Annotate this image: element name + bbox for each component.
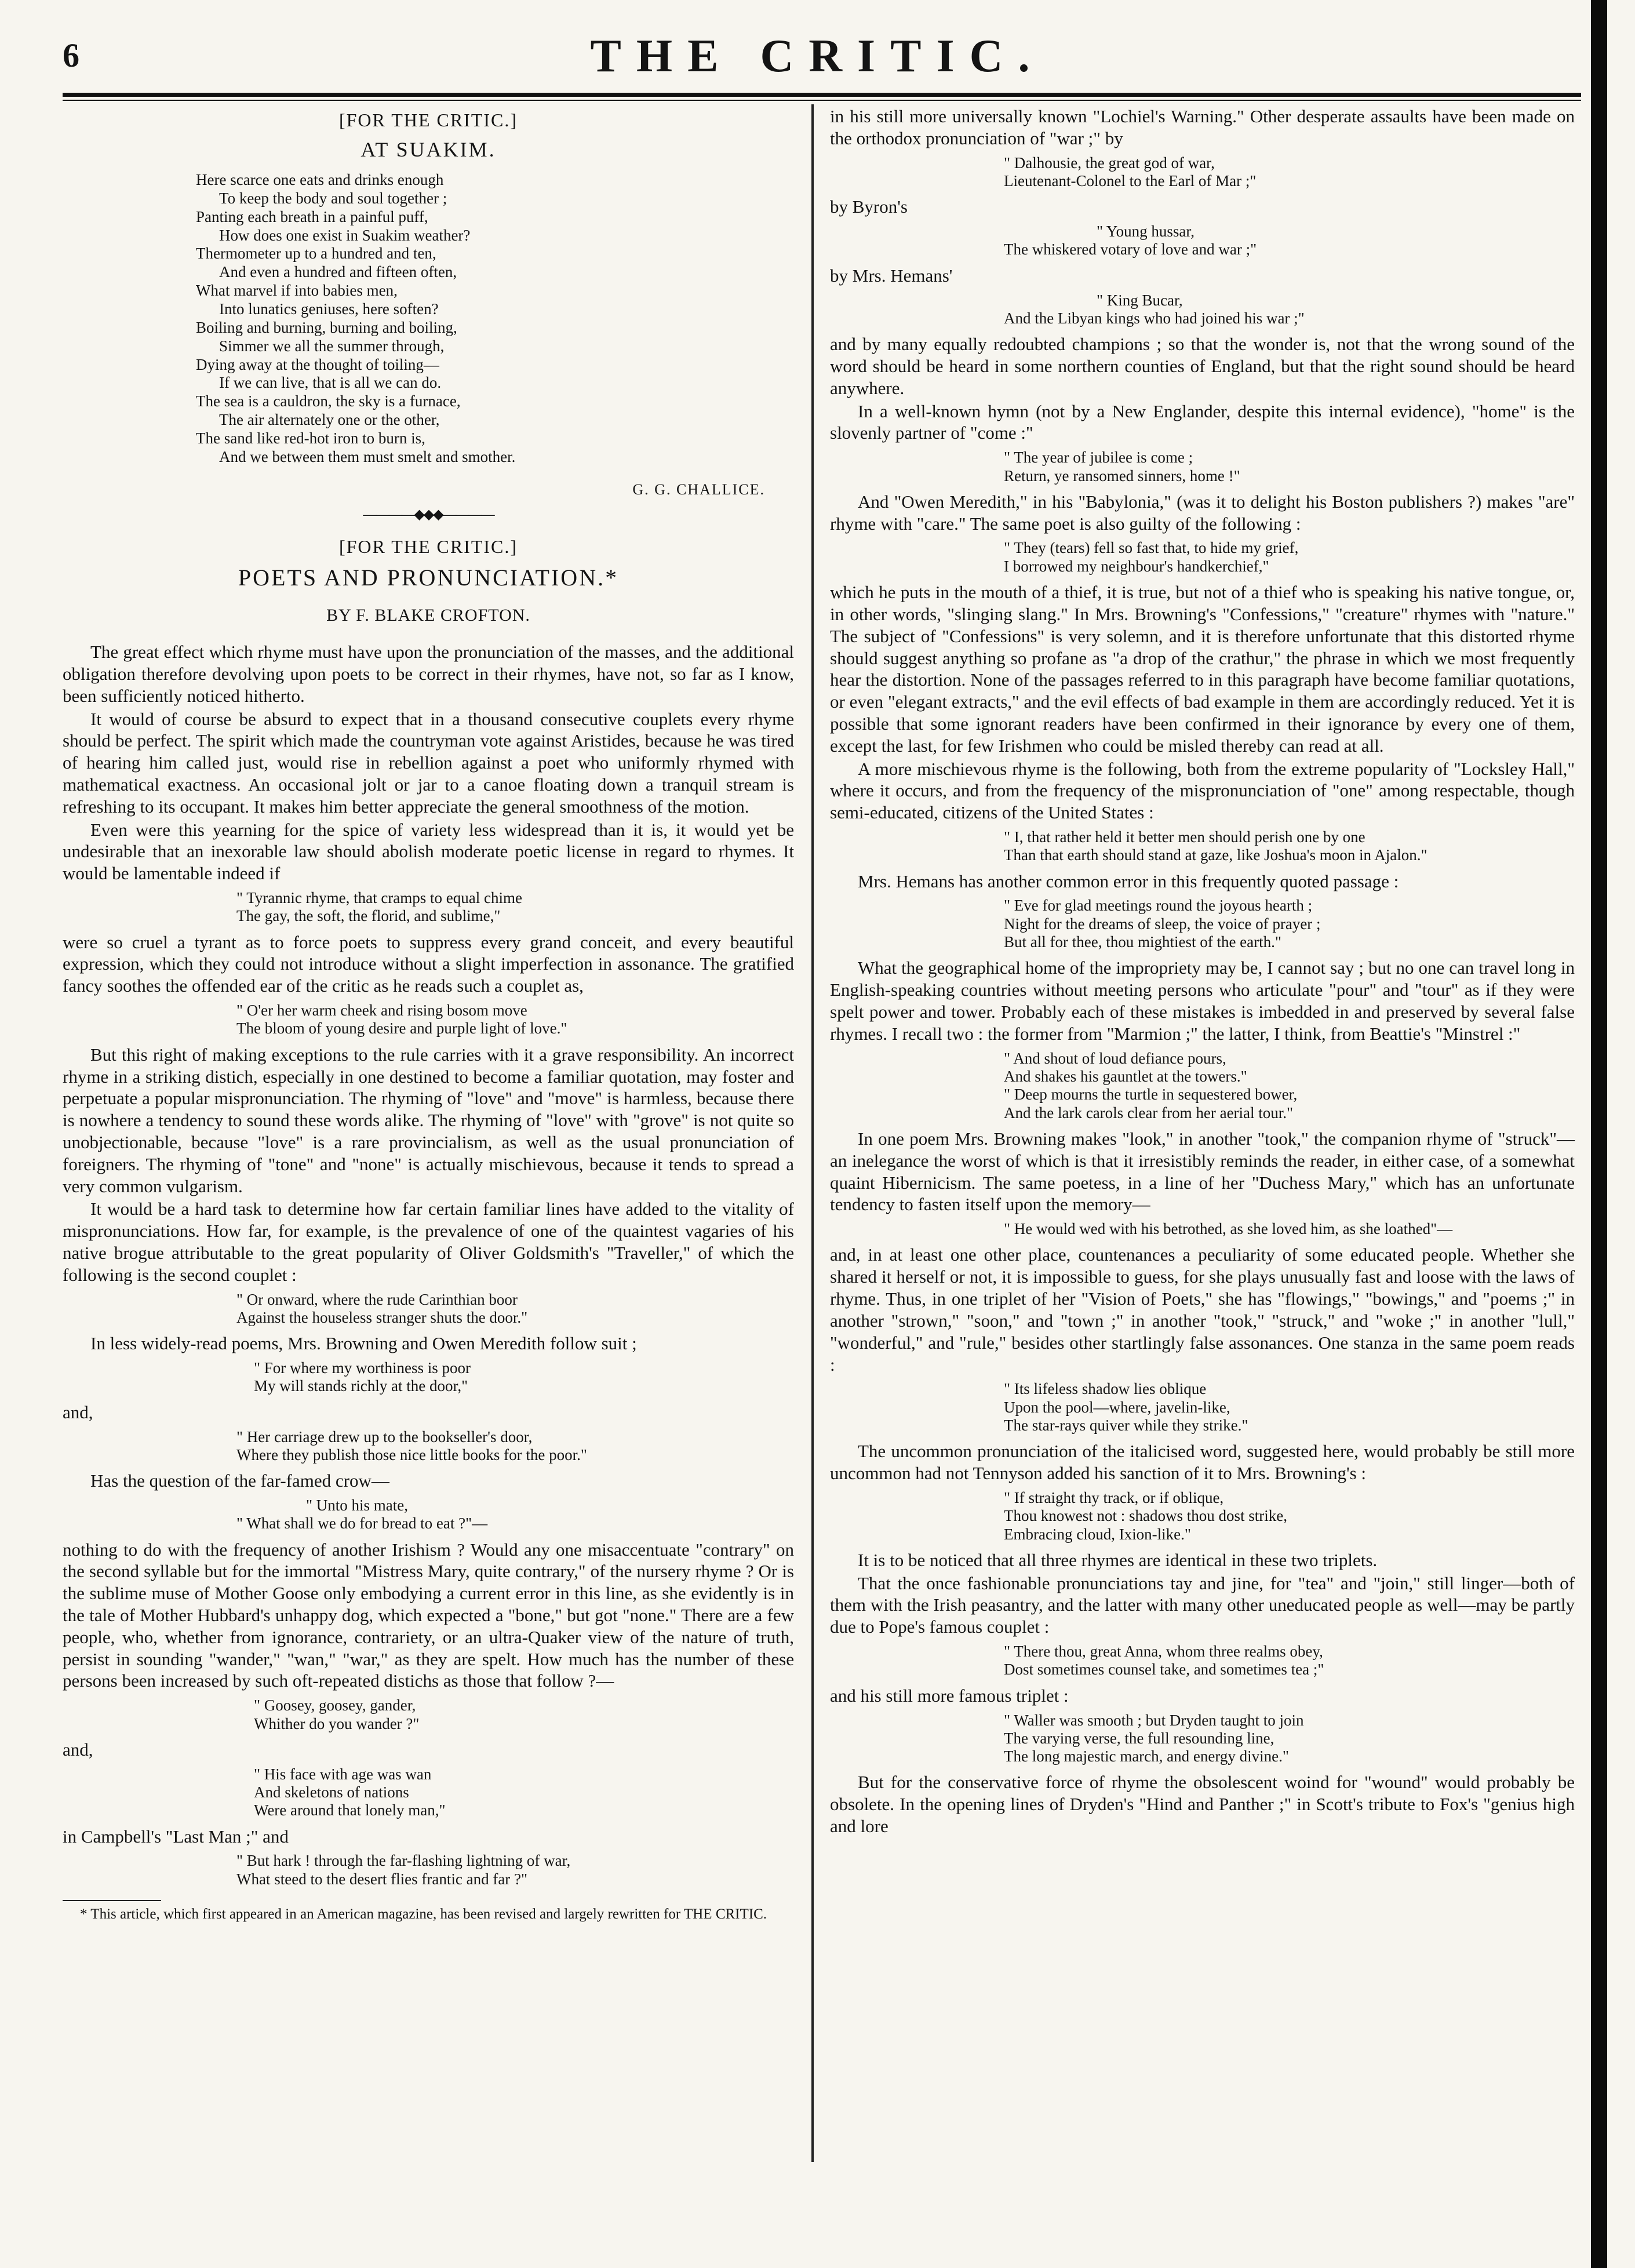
header-rule-thick: [63, 93, 1581, 97]
quotation-line: " I, that rather held it better men should perish one by one: [1004, 828, 1365, 846]
quotation-line: " Deep mourns the turtle in sequestered bower,: [1004, 1086, 1298, 1104]
quotation-line: Embracing cloud, Ixion-like.": [1004, 1525, 1191, 1543]
verse-quotation: [830, 897, 1575, 951]
paragraph: which he puts in the mouth of a thief, it is true, but not of a thief who is speaking his native tongue, or, in other words, "slinging slang." In Mrs. Browning's "Confessions," "creature" rhymes with "nature." The subject of "Confessions" is very solemn, and it is therefore unfortunate that this distorted rhyme should suggest anything so profane as "a drop of the crathur," the phrase in which we most frequently hear the distortion. None of the passages referred to in this paragraph have become familiar quotations, or even "elegant extracts," and the evil effects of bad example in them are accordingly reduced. Yet it is possible that some ignorant readers have been confirmed in their ignorance by every one of them, except the last, for few Irishmen who could be misled thereby can read at all.: [830, 582, 1575, 756]
poem-line: Thermometer up to a hundred and ten,: [196, 245, 436, 263]
quotation-line: " For where my worthiness is poor: [254, 1359, 471, 1377]
paragraph: That the once fashionable pronunciations tay and jine, for "tea" and "join," still linger—both of them with the Irish peasantry, and the latter with many other uneducated people as well—may be partly due to Pope's famous couplet :: [830, 1572, 1575, 1637]
paragraph: Mrs. Hemans has another common error in this frequently quoted passage :: [858, 871, 1399, 891]
article-title: POETS AND PRONUNCIATION.*: [238, 564, 619, 591]
quotation-line: Than that earth should stand at gaze, like Joshua's moon in Ajalon.": [1004, 846, 1428, 864]
column-divider: [811, 104, 814, 2162]
quotation-line: What steed to the desert flies frantic and far ?": [236, 1870, 528, 1888]
quotation-line: Lieutenant-Colonel to the Earl of Mar ;": [1004, 172, 1257, 190]
verse-quotation: [63, 1428, 794, 1465]
paragraph: in his still more universally known "Lochiel's Warning." Other desperate assaults have been made on the orthodox pronunciation of "war ;" by: [830, 106, 1575, 148]
article-section-heading: [FOR THE CRITIC.]: [338, 536, 518, 557]
verse-quotation: [830, 1380, 1575, 1435]
quotation-line: And the lark carols clear from her aerial tour.": [1004, 1104, 1294, 1122]
poem-line: Simmer we all the summer through,: [219, 337, 445, 355]
quotation-line: Whither do you wander ?": [254, 1714, 420, 1732]
poem-lines: [63, 171, 794, 467]
paragraph: and his still more famous triplet :: [830, 1685, 1069, 1706]
paragraph: were so cruel a tyrant as to force poets to suppress every grand conceit, and every beautiful expression, which they could not introduce without a slight imperfection in assonance. The gratified fancy soothes the offended ear of the critic as he reads such a couplet as,: [63, 931, 794, 996]
quotation-line: And skeletons of nations: [254, 1783, 409, 1801]
right-column: [830, 105, 1575, 1839]
verse-quotation: [63, 1359, 794, 1396]
paragraph: But for the conservative force of rhyme the obsolescent woind for "wound" would probably be obsolete. In the opening lines of Dryden's "Hind and Panther ;" in Scott's tribute to Fox's "genius high and lore: [830, 1772, 1575, 1837]
quotation-line: " Unto his mate,: [306, 1496, 409, 1514]
quotation-line: " Tyrannic rhyme, that cramps to equal chime: [236, 889, 522, 907]
poem-line: Dying away at the thought of toiling—: [196, 355, 439, 373]
verse-quotation: [63, 1002, 794, 1038]
page-edge-bar: [1591, 0, 1607, 2268]
verse-quotation: [830, 1050, 1575, 1122]
quotation-line: " Young hussar,: [1097, 223, 1195, 241]
paragraph: by Mrs. Hemans': [830, 265, 953, 286]
footnote-rule: [63, 1900, 161, 1901]
verse-quotation: [830, 1489, 1575, 1543]
paragraph: But this right of making exceptions to the rule carries with it a grave responsibility. An incorrect rhyme in a striking distich, especially in one destined to become a familiar quotation, may foster and perpetuate a popular mispronunciation. The rhyming of "love" and "move" is harmless, because there is nowhere a tendency to sound these words alike. The rhyming of "love" with "grove" is not quite so unobjectionable, because "love" is a rare provincialism, as well as the usual pronunciation of foreigners. The rhyming of "tone" and "none" is actually mischievous, because it tends to spread a very common vulgarism.: [63, 1044, 794, 1196]
verse-quotation: [830, 292, 1575, 328]
quotation-line: Return, ye ransomed sinners, home !": [1004, 467, 1240, 485]
quotation-line: Were around that lonely man,": [254, 1801, 446, 1819]
paragraph: Has the question of the far-famed crow—: [90, 1470, 389, 1491]
poem-line: Boiling and burning, burning and boiling,: [196, 318, 457, 336]
paragraph: and,: [63, 1401, 93, 1422]
paragraph: It is to be noticed that all three rhymes are identical in these two triplets.: [858, 1549, 1378, 1570]
paragraph: What the geographical home of the impropriety may be, I cannot say ; but no one can travel long in English-speaking countries without meeting persons who articulate "pour" and "tour" as if they were spelt power and tower. Probably each of these mistakes is imbedded in and preserved by several false rhymes. I recall two : the former from "Marmion ;" the latter, I think, from Beattie's "Minstrel :": [830, 958, 1575, 1044]
verse-quotation: [830, 223, 1575, 259]
verse-quotation: [830, 539, 1575, 576]
page-number: 6: [63, 37, 79, 74]
quotation-line: " Dalhousie, the great god of war,: [1004, 154, 1215, 172]
quotation-line: " Her carriage drew up to the bookseller's door,: [236, 1428, 533, 1446]
paragraph: In one poem Mrs. Browning makes "look," in another "took," the companion rhyme of "struck"—an inelegance the worst of which is that it irresistibly reminds the reader, in either case, of a somewhat quaint Hibernicism. The same poetess, in a line of her "Duchess Mary," which has an unfortunate tendency to fasten itself upon the memory—: [830, 1128, 1575, 1215]
paragraph: Even were this yearning for the spice of variety less widespread than it is, it would yet be undesirable that an inexorable law should abolish moderate poetic license in regard to rhymes. It would be lamentable indeed if: [63, 819, 794, 884]
poem-line: Here scarce one eats and drinks enough: [196, 170, 444, 188]
quotation-line: " Waller was smooth ; but Dryden taught to join: [1004, 1711, 1304, 1729]
left-column: [63, 105, 794, 1923]
quotation-line: The star-rays quiver while they strike.": [1004, 1416, 1248, 1434]
section-ornament: ————◆◆◆————: [363, 507, 494, 523]
poem-line: Into lunatics geniuses, here soften?: [219, 300, 439, 318]
poem-line: And even a hundred and fifteen often,: [219, 263, 457, 281]
quotation-line: " The year of jubilee is come ;: [1004, 449, 1193, 467]
quotation-line: Against the houseless stranger shuts the door.": [236, 1308, 528, 1326]
poem-line: How does one exist in Suakim weather?: [219, 226, 471, 244]
quotation-line: " He would wed with his betrothed, as she loved him, as she loathed"—: [1004, 1220, 1453, 1238]
poem-line: The sand like red-hot iron to burn is,: [196, 429, 425, 447]
verse-quotation: [63, 1697, 794, 1733]
poem-line: What marvel if into babies men,: [196, 282, 398, 300]
footnote: * This article, which first appeared in an American magazine, has been revised and largely rewritten for THE CRITIC.: [80, 1906, 767, 1923]
quotation-line: I borrowed my neighbour's handkerchief,": [1004, 557, 1269, 575]
quotation-line: " Or onward, where the rude Carinthian boor: [236, 1290, 518, 1308]
quotation-line: But all for thee, thou mightiest of the earth.": [1004, 933, 1281, 951]
poem-line: To keep the body and soul together ;: [219, 189, 447, 207]
paragraph: The great effect which rhyme must have upon the pronunciation of the masses, and the additional obligation therefore devolving upon poets to be correct in their rhymes, have not, so far as I know, been sufficiently noticed hitherto.: [63, 642, 794, 706]
quotation-line: Night for the dreams of sleep, the voice of prayer ;: [1004, 915, 1321, 933]
quotation-line: Upon the pool—where, javelin-like,: [1004, 1398, 1230, 1416]
quotation-line: " King Bucar,: [1097, 291, 1183, 309]
quotation-line: " If straight thy track, or if oblique,: [1004, 1488, 1224, 1506]
paragraph: nothing to do with the frequency of another Irishism ? Would any one misaccentuate "contrary" on the second syllable but for the immortal "Mistress Mary, quite contrary," of the nursery rhyme ? Or is the sublime muse of Mother Goose only embodying a current error in this line, as she evidently is in the tale of Mother Hubbard's unhappy dog, which expected a "bone," but got "none." There are a few people, who, whether from ignorance, contrariety, or an ultra-Quaker view of the nature of truth, persist in sounding "wander," "wan," "war," as they are spelt. How much has the number of these persons been increased by such oft-repeated distichs as those that follow ?—: [63, 1539, 794, 1691]
paragraph: in Campbell's "Last Man ;" and: [63, 1826, 289, 1847]
verse-quotation: [830, 154, 1575, 191]
quotation-line: The long majestic march, and energy divine.": [1004, 1748, 1289, 1765]
paragraph: It would of course be absurd to expect that in a thousand consecutive couplets every rhyme should be perfect. The spirit which made the countryman vote against Aristides, because he was tired of hearing him called just, would rise in rebellion against a poet who uniformly rhymed with mathematical exactness. An occasional jolt or jar to a canoe floating down a tranquil stream is refreshing to its occupant. It makes him better appreciate the general smoothness of the motion.: [63, 708, 794, 817]
verse-quotation: [63, 889, 794, 926]
verse-quotation: [830, 828, 1575, 865]
quotation-line: The bloom of young desire and purple light of love.": [236, 1020, 567, 1037]
quotation-line: " O'er her warm cheek and rising bosom move: [236, 1002, 527, 1020]
quotation-line: " And shout of loud defiance pours,: [1004, 1049, 1226, 1067]
right-column-body: [830, 105, 1575, 1837]
poem-line: If we can live, that is all we can do.: [219, 374, 442, 392]
paragraph: The uncommon pronunciation of the italicised word, suggested here, would probably be still more uncommon had not Tennyson added his sanction of it to Mrs. Browning's :: [830, 1441, 1575, 1484]
quotation-line: Thou knowest not : shadows thou dost strike,: [1004, 1507, 1287, 1525]
quotation-line: My will stands richly at the door,": [254, 1377, 468, 1395]
paragraph: In less widely-read poems, Mrs. Browning and Owen Meredith follow suit ;: [90, 1333, 637, 1354]
quotation-line: And the Libyan kings who had joined his war ;": [1004, 309, 1305, 327]
verse-quotation: [830, 1643, 1575, 1679]
paragraph: It would be a hard task to determine how far certain familiar lines have added to the vitality of mispronunciations. How far, for example, is the prevalence of one of the quaintest vagaries of his native brogue attributable to the great popularity of Oliver Goldsmith's "Traveller," of which the following is the second couplet :: [63, 1199, 794, 1285]
paragraph: by Byron's: [830, 196, 908, 217]
poem-line: And we between them must smelt and smother.: [219, 447, 516, 465]
verse-quotation: [63, 1765, 794, 1820]
masthead-title: THE CRITIC.: [590, 31, 1045, 82]
verse-quotation: [830, 1712, 1575, 1766]
header-rule-thin: [63, 100, 1581, 101]
quotation-line: Dost sometimes counsel take, and sometimes tea ;": [1004, 1661, 1324, 1679]
quotation-line: " They (tears) fell so fast that, to hide my grief,: [1004, 539, 1299, 557]
verse-quotation: [63, 1291, 794, 1327]
quotation-line: The gay, the soft, the florid, and sublime,": [236, 907, 501, 925]
poem-line: The air alternately one or the other,: [219, 411, 440, 429]
verse-quotation: [63, 1497, 794, 1533]
paragraph: and by many equally redoubted champions ; so that the wonder is, not that the wrong sound of the word should be heard in some northern counties of England, but that the right sound should be heard anywhere.: [830, 334, 1575, 398]
poem-line: Panting each breath in a painful puff,: [196, 207, 428, 225]
quotation-line: The varying verse, the full resounding line,: [1004, 1729, 1275, 1747]
poem-title: AT SUAKIM.: [360, 138, 496, 162]
quotation-line: Where they publish those nice little books for the poor.": [236, 1446, 587, 1464]
quotation-line: The whiskered votary of love and war ;": [1004, 241, 1257, 259]
quotation-line: " What shall we do for bread to eat ?"—: [236, 1515, 488, 1532]
paragraph: and,: [63, 1739, 93, 1760]
poem-line: The sea is a cauldron, the sky is a furnace,: [196, 392, 461, 410]
verse-quotation: [63, 1852, 794, 1888]
poem-signature: G. G. CHALLICE.: [632, 480, 765, 498]
paragraph: and, in at least one other place, countenances a peculiarity of some educated people. Whether she shared it herself or not, it is impossible to guess, for she plays unusually fast and loose with the laws of rhyme. Thus, in one triplet of her "Vision of Poets," she has "flowings," "bowings," and "poems ;" in another "strown," "soon," and "town ;" in another "took," "struck," and "woke ;" in another "lull," "wonderful," and "rule," besides other startlingly false assonances. One stanza in the same poem reads :: [830, 1244, 1575, 1375]
quotation-line: " Goosey, goosey, gander,: [254, 1697, 416, 1714]
quotation-line: " Its lifeless shadow lies oblique: [1004, 1380, 1207, 1398]
poem-section-heading: [FOR THE CRITIC.]: [338, 110, 518, 130]
quotation-line: And shakes his gauntlet at the towers.": [1004, 1067, 1247, 1085]
paragraph: In a well-known hymn (not by a New Englander, despite this internal evidence), "home" is the slovenly partner of "come :": [830, 401, 1575, 443]
paragraph: A more mischievous rhyme is the following, both from the extreme popularity of "Locksley Hall," where it occurs, and from the frequency of the mispronunciation of "one" among respectable, though semi-educated, citizens of the United States :: [830, 758, 1575, 823]
article-byline: BY F. BLAKE CROFTON.: [326, 605, 530, 625]
verse-quotation: [830, 1220, 1575, 1238]
quotation-line: " But hark ! through the far-flashing lightning of war,: [236, 1852, 571, 1870]
quotation-line: " Eve for glad meetings round the joyous hearth ;: [1004, 897, 1313, 915]
paragraph: And "Owen Meredith," in his "Babylonia," (was it to delight his Boston publishers ?) makes "are" rhyme with "care." The same poet is also guilty of the following :: [830, 491, 1575, 534]
verse-quotation: [830, 449, 1575, 485]
left-column-body: [63, 641, 794, 1888]
quotation-line: " There thou, great Anna, whom three realms obey,: [1004, 1643, 1323, 1661]
quotation-line: " His face with age was wan: [254, 1765, 432, 1783]
